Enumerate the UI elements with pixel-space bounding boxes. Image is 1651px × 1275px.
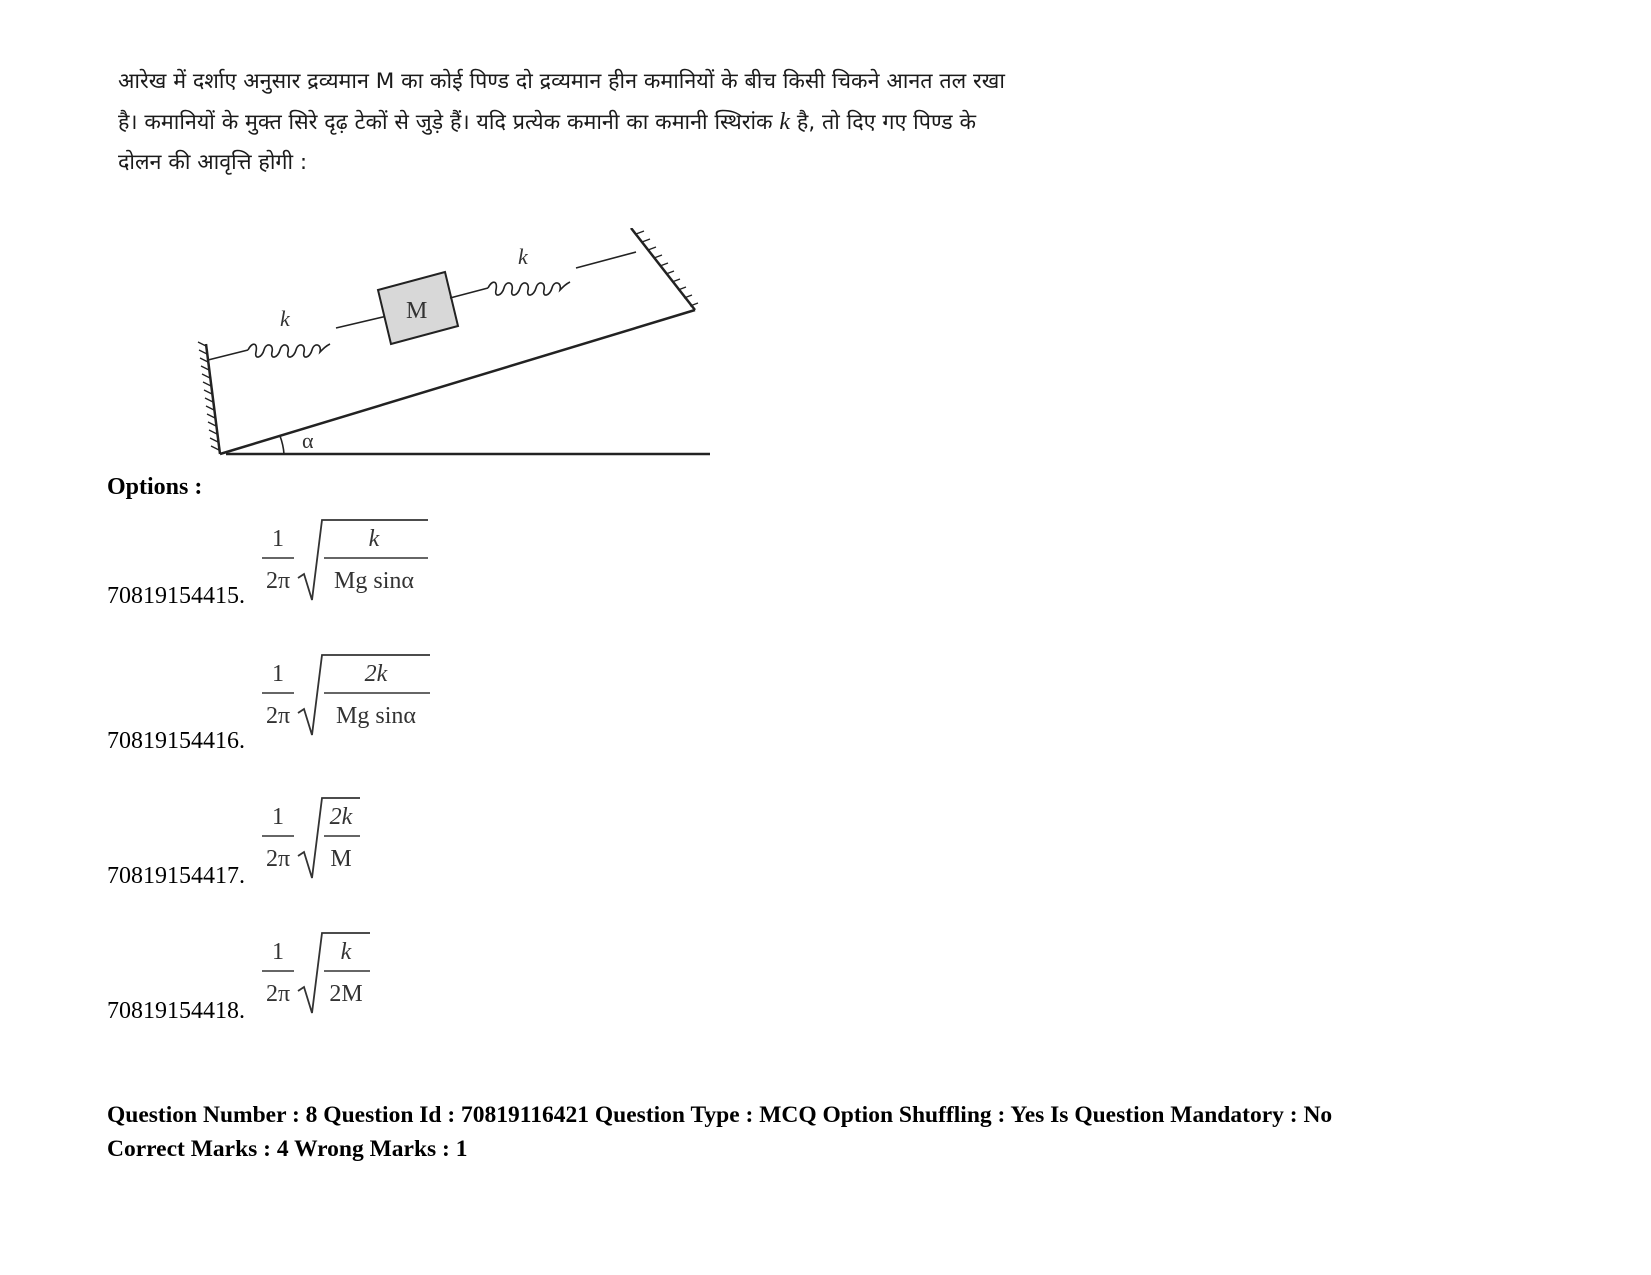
option-id: 70819154418.: [107, 998, 245, 1024]
option-id: 70819154417.: [107, 863, 245, 889]
svg-text:2k: 2k: [364, 661, 388, 687]
svg-text:2M: 2M: [329, 981, 363, 1007]
option-formula[interactable]: [258, 927, 388, 1019]
svg-text:1: 1: [272, 661, 284, 687]
option-id: 70819154416.: [107, 728, 245, 754]
svg-text:2k: 2k: [329, 804, 353, 830]
svg-text:1: 1: [272, 526, 284, 552]
mass-label: M: [406, 298, 428, 324]
left-wall: [198, 342, 220, 454]
svg-text:k: k: [368, 526, 380, 552]
question-line-2: है। कमानियों के मुक्त सिरे दृढ़ टेकों से जुड़े हैं। यदि प्रत्येक कमानी का कमानी स्थिरांक k है, तो दिए गए पिण्ड के: [118, 109, 977, 135]
svg-text:1: 1: [272, 804, 284, 830]
svg-text:2π: 2π: [265, 981, 291, 1007]
question-line-1: आरेख में दर्शाए अनुसार द्रव्यमान M का कोई पिण्ड दो द्रव्यमान हीन कमानियों के बीच किसी चिकने आनत तल रखा: [118, 69, 1005, 94]
options-label: Options :: [107, 474, 203, 500]
question-text: [118, 62, 1238, 183]
option-id: 70819154415.: [107, 583, 245, 609]
svg-text:1: 1: [272, 939, 284, 965]
svg-text:M: M: [330, 846, 352, 872]
left-spring: [248, 344, 330, 357]
option-formula[interactable]: [258, 514, 438, 606]
question-line-3: दोलन की आवृत्ति होगी :: [118, 150, 308, 175]
inclined-plane-diagram: [190, 228, 730, 464]
right-spring-label: k: [518, 244, 528, 269]
svg-text:k: k: [340, 939, 352, 965]
svg-text:2π: 2π: [265, 703, 291, 729]
svg-text:Mg sinα: Mg sinα: [334, 568, 414, 594]
question-meta-line-2: Correct Marks : 4 Wrong Marks : 1: [107, 1136, 468, 1162]
option-formula[interactable]: [258, 649, 438, 741]
spring-constant-symbol: k: [779, 109, 791, 135]
svg-text:Mg sinα: Mg sinα: [336, 703, 416, 729]
angle-label: α: [302, 428, 314, 453]
mass-block: [378, 272, 458, 344]
svg-text:2π: 2π: [265, 846, 291, 872]
left-spring-label: k: [280, 306, 290, 331]
right-wall: [631, 228, 698, 310]
right-spring: [488, 282, 570, 295]
angle-arc: [280, 436, 284, 454]
question-meta-line-1: Question Number : 8 Question Id : 70819116421 Question Type : MCQ Option Shuffling : Yes Is Question Mandatory : No: [107, 1102, 1333, 1128]
option-formula[interactable]: [258, 792, 378, 884]
svg-text:2π: 2π: [265, 568, 291, 594]
